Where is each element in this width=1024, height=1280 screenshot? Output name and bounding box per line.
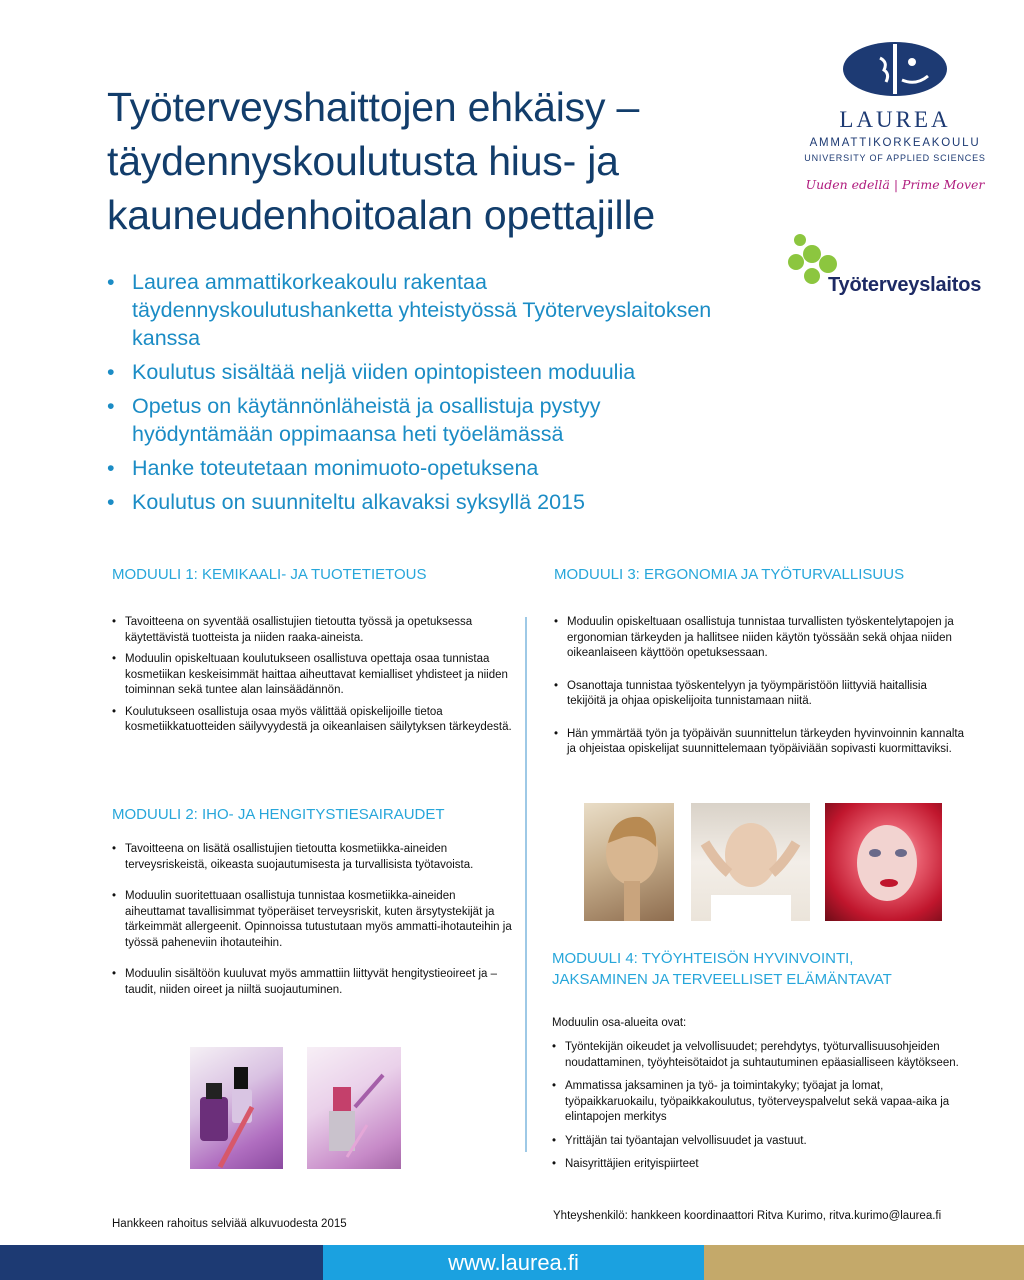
module-4-bullet-list	[552, 1040, 962, 1181]
module-4-bullet: • Yrittäjän tai työantajan velvollisuudet ja vastuut.	[552, 1134, 962, 1150]
laurea-subtitle-en: UNIVERSITY OF APPLIED SCIENCES	[804, 153, 986, 163]
module-4-bullet: • Työntekijän oikeudet ja velvollisuudet; perehdytys, työturvallisuusohjeiden noudattaminen, työyhteisötaidot ja suhtautuminen epäasialliseen käytökseen.	[552, 1040, 962, 1071]
ttl-logo	[788, 230, 1008, 302]
module-1-bullet: • Koulutukseen osallistuja osaa myös välittää opiskelijoille tietoa kosmetiikkatuotteiden säilyvyydestä ja oikeanlaisen säilytyksen tärkeydestä.	[112, 705, 512, 736]
module-2-heading: MODUULI 2: IHO- JA HENGITYSTIESAIRAUDET	[112, 806, 445, 823]
module-4-heading: MODUULI 4: TYÖYHTEISÖN HYVINVOINTI, JAKSAMINEN JA TERVEELLISET ELÄMÄNTAVAT	[552, 950, 892, 988]
funding-note: Hankkeen rahoitus selviää alkuvuodesta 2015	[112, 1218, 347, 1230]
module-3-bullet: • Moduulin opiskeltuaan osallistuja tunnistaa turvallisten työskentelytapojen ja ergonomian tärkeyden ja hallitsee niiden käytön työssään sekä ohjaa niiden oikeanlaiseen käyttöön opetuksessaan.	[554, 615, 964, 662]
hairstyle-photo	[584, 803, 674, 921]
module-2-bullet-list	[112, 842, 517, 1014]
intro-bullet: • Koulutus sisältää neljä viiden opintopisteen moduulia	[107, 358, 747, 386]
module-2-bullet: • Moduulin sisältöön kuuluvat myös ammattiin liittyvät hengitystieoireet ja –taudit, niiden oireet ja niiltä suojautuminen.	[112, 967, 517, 998]
intro-bullet: • Hanke toteutetaan monimuoto-opetuksena	[107, 454, 747, 482]
laurea-slogan: Uuden edellä | Prime Mover	[805, 177, 985, 192]
module-2-bullet: • Tavoitteena on lisätä osallistujien tietoutta kosmetiikka-aineiden terveysriskeistä, oikeasta suojautumisesta ja turvallisista työtavoista.	[112, 842, 517, 873]
contact-info: Yhteyshenkilö: hankkeen koordinaattori Ritva Kurimo, ritva.kurimo@laurea.fi	[553, 1210, 942, 1222]
module-1-bullet: • Moduulin opiskeltuaan koulutukseen osallistuva opettaja osaa tunnistaa kosmetiikan keskeisimmät haittaa aiheuttavat kemialliset yhdisteet ja niiden toiminnan sekä tuntee alan lainsäädännön.	[112, 652, 512, 699]
module-3-bullet: • Osanottaja tunnistaa työskentelyyn ja työympäristöön liittyviä haitallisia tekijöitä ja ohjaa opiskelijoita tunnistamaan niitä.	[554, 679, 964, 710]
red-hair-makeup-photo	[825, 803, 942, 921]
module-2-bullet: • Moduulin suoritettuaan osallistuja tunnistaa kosmetiikka-aineiden aiheuttamat tavallisimmat työperäiset terveysriskit, kuten ärsytystekijät ja tärkeimmät allergeenit. Opinnoissa tutustutaan myös ammatti-ihotauteihin ja työssä paheneviin ihotauteihin.	[112, 889, 517, 951]
module-3-bullet: • Hän ymmärtää työn ja työpäivän suunnittelun tärkeyden hyvinvoinnin kannalta ja ohjeistaa opiskelijat suunnittelemaan työpäiviään sopivasti kuormittaviksi.	[554, 727, 964, 758]
intro-bullet: • Opetus on käytännönläheistä ja osallistuja pystyy hyödyntämään oppimaansa heti työelämässä	[107, 392, 747, 448]
title-line: täydennyskoulutusta hius- ja	[107, 138, 619, 184]
intro-bullet: • Laurea ammattikorkeakoulu rakentaa täydennyskoulutushanketta yhteistyössä Työterveyslaitoksen kanssa	[107, 268, 747, 352]
laurea-emblem-icon	[840, 40, 950, 98]
module-1-bullet-list	[112, 615, 512, 742]
title-line: Työterveyshaittojen ehkäisy –	[107, 84, 640, 130]
lipstick-photo	[307, 1047, 401, 1169]
footer-bar-left	[0, 1245, 323, 1280]
website-link[interactable]: www.laurea.fi	[448, 1250, 579, 1275]
poster-title	[107, 80, 767, 242]
module-3-heading: MODUULI 3: ERGONOMIA JA TYÖTURVALLISUUS	[554, 566, 905, 583]
title-line: kauneudenhoitoalan opettajille	[107, 192, 655, 238]
footer-bar-right	[704, 1245, 1024, 1280]
laurea-logo	[790, 40, 1000, 220]
facial-treatment-photo	[691, 803, 810, 921]
nail-polish-photo	[190, 1047, 283, 1169]
module-4-bullet: • Ammatissa jaksaminen ja työ- ja toimintakyky; työajat ja lomat, työpaikkaruokailu, työpaikkakoulutus, työterveyspalvelut sekä vapaa-aika ja elintapojen merkitys	[552, 1079, 962, 1126]
module-1-bullet: • Tavoitteena on syventää osallistujien tietoutta työssä ja opetuksessa käytettävistä tuotteista ja niiden raaka-aineista.	[112, 615, 512, 646]
intro-bullet-list	[107, 268, 747, 522]
module-4-bullet: • Naisyrittäjien erityispiirteet	[552, 1157, 962, 1173]
laurea-subtitle-fi: AMMATTIKORKEAKOULU	[809, 137, 981, 149]
module-3-bullet-list	[554, 615, 964, 775]
laurea-name: LAUREA	[839, 107, 951, 132]
intro-bullet: • Koulutus on suunniteltu alkavaksi syksyllä 2015	[107, 488, 747, 516]
ttl-name: Työterveyslaitos	[828, 274, 982, 296]
module-1-heading: MODUULI 1: KEMIKAALI- JA TUOTETIETOUS	[112, 566, 427, 583]
module-4-intro: Moduulin osa-alueita ovat:	[552, 1017, 687, 1029]
column-divider	[525, 617, 527, 1152]
